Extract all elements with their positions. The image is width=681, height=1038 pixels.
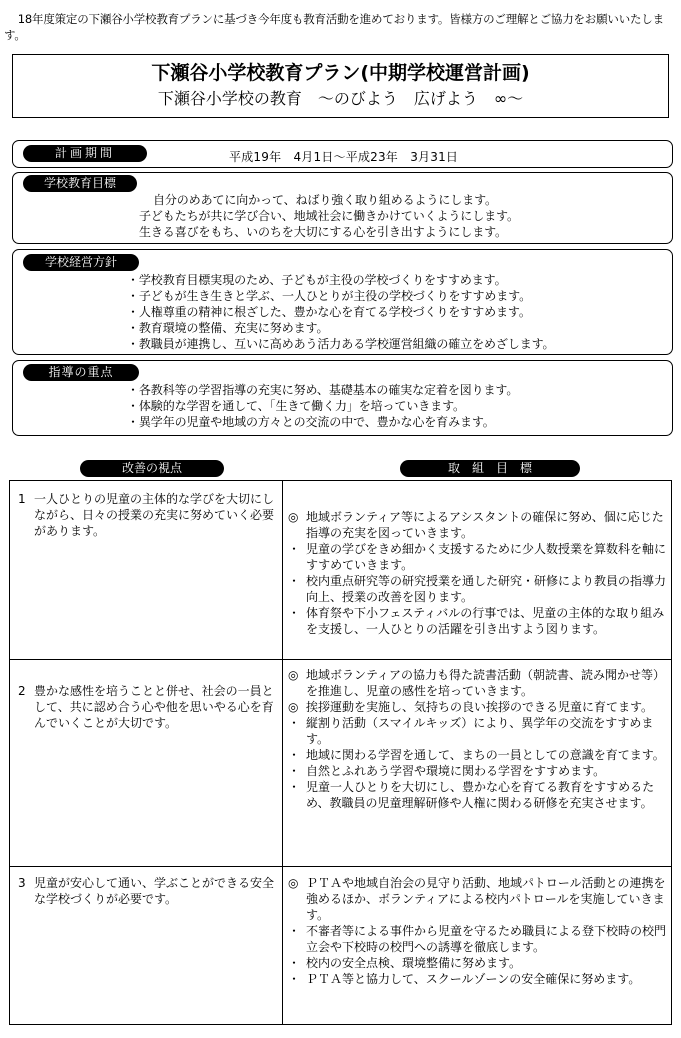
goal-line: 生きる喜びをもち、いのちを大切にする心を引き出すようにします。 xyxy=(139,225,507,239)
goals-panel xyxy=(12,172,673,244)
bullet-mark: ・ xyxy=(288,972,301,986)
bullet-mark: ・ xyxy=(288,956,301,970)
row-divider xyxy=(10,659,671,660)
bullet-mark: ・ xyxy=(288,780,301,794)
list-item xyxy=(288,875,668,923)
item-text: 自然とふれあう学習や環境に関わる学習をすすめます。 xyxy=(306,764,606,778)
item-text: 校内重点研究等の研究授業を通した研究・研修により教員の指導力向上、授業の改善を図ります。 xyxy=(306,574,667,604)
list-item xyxy=(288,509,668,541)
page-title: 下瀬谷小学校教育プラン(中期学校運営計画) xyxy=(151,62,530,84)
focus-line: ・異学年の児童や地域の方々との交流の中で、豊かな心を育みます。 xyxy=(127,415,495,429)
goal-line: 自分のめあてに向かって、ねばり強く取り組めるようにします。 xyxy=(153,193,497,207)
bullet-mark: ・ xyxy=(288,764,301,778)
bullet-mark: ・ xyxy=(288,924,301,938)
focus-label: 指導の重点 xyxy=(23,364,139,381)
policy-line: ・子どもが生き生きと学ぶ、一人ひとりが主役の学校づくりをすすめます。 xyxy=(127,289,532,303)
row-divider xyxy=(10,866,671,867)
item-text: 校内の安全点検、環境整備に努めます。 xyxy=(306,956,522,970)
intro-text: 18年度策定の下瀬谷小学校教育プランに基づき今年度も教育活動を進めております。皆様方のご理解とご協力をお願いいたします。 xyxy=(4,12,664,42)
viewpoint-text: 一人ひとりの児童の主体的な学びを大切にしながら、日々の授業の充実に努めていく必要があります。 xyxy=(34,492,275,538)
item-text: 挨拶運動を実施し、気持ちの良い挨拶のできる児童に育てます。 xyxy=(306,700,654,714)
row-number: 2 xyxy=(18,684,26,698)
item-text: 不審者等による事件から児童を守るため職員による登下校時の校門立会や下校時の校門への誘導を徹底します。 xyxy=(306,924,667,954)
viewpoint-cell xyxy=(16,683,278,731)
list-item xyxy=(288,667,668,699)
policy-line: ・教職員が連携し、互いに高めあう活力ある学校運営組織の確立をめざします。 xyxy=(127,337,555,351)
list-item xyxy=(288,573,668,605)
bullet-mark: ◎ xyxy=(288,700,299,714)
focus-panel xyxy=(12,360,673,436)
list-item xyxy=(288,923,668,955)
list-item xyxy=(288,763,668,779)
viewpoint-text: 児童が安心して通い、学ぶことができる安全な学校づくりが必要です。 xyxy=(34,876,275,906)
list-item xyxy=(288,605,668,637)
bullet-mark: ◎ xyxy=(288,510,299,524)
item-text: 体育祭や下小フェスティバルの行事では、児童の主体的な取り組みを支援し、一人ひとりの活躍を引き出すよう図ります。 xyxy=(306,606,665,636)
goals-label: 学校教育目標 xyxy=(23,175,137,192)
list-item xyxy=(288,955,668,971)
policy-lines xyxy=(127,272,554,352)
goals-header: 取 組 目 標 xyxy=(400,460,580,477)
list-item xyxy=(288,715,668,747)
bullet-mark: ◎ xyxy=(288,668,299,682)
item-text: ＰＴＡや地域自治会の見守り活動、地域パトロール活動との連携を強めるほか、ボランティアによる校内パトロールを実施していきます。 xyxy=(306,876,666,922)
bullet-mark: ・ xyxy=(288,606,301,620)
bullet-mark: ・ xyxy=(288,716,301,730)
list-item xyxy=(288,779,668,811)
period-label: 計画期間 xyxy=(23,145,147,162)
bullet-mark: ・ xyxy=(288,574,301,588)
bullet-mark: ・ xyxy=(288,542,301,556)
item-text: 地域に関わる学習を通して、まちの一員としての意識を育てます。 xyxy=(306,748,665,762)
goals-cell xyxy=(288,509,668,637)
focus-line: ・体験的な学習を通して、「生きて働く力」を培っていきます。 xyxy=(127,399,465,413)
plan-table xyxy=(9,480,672,1025)
row-number: 3 xyxy=(18,876,26,890)
viewpoint-cell xyxy=(16,491,278,539)
policy-line: ・教育環境の整備、充実に努めます。 xyxy=(127,321,329,335)
title-box xyxy=(12,54,669,118)
policy-line: ・学校教育目標実現のため、子どもが主役の学校づくりをすすめます。 xyxy=(127,273,507,287)
bullet-mark: ・ xyxy=(288,748,301,762)
item-text: 地域ボランティアの協力も得た読書活動（朝読書、読み聞かせ等）を推進し、児童の感性を培っていきます。 xyxy=(306,668,666,698)
goal-line: 子どもたちが共に学び合い、地域社会に働きかけていくようにします。 xyxy=(139,209,519,223)
table-row xyxy=(16,683,278,731)
item-text: 児童一人ひとりを大切にし、豊かな心を育てる教育をすすめるため、教職員の児童理解研修や人権に関わる研修を充実させます。 xyxy=(306,780,655,810)
row-number: 1 xyxy=(18,492,26,506)
period-panel xyxy=(12,140,673,168)
focus-lines xyxy=(127,382,518,430)
bullet-mark: ◎ xyxy=(288,876,299,890)
column-divider xyxy=(282,481,283,1024)
period-text: 平成19年 4月1日～平成23年 3月31日 xyxy=(229,150,459,164)
viewpoint-cell xyxy=(16,875,278,907)
item-text: 児童の学びをきめ細かく支援するために少人数授業を算数科を軸にすすめていきます。 xyxy=(306,542,667,572)
list-item xyxy=(288,541,668,573)
goals-cell xyxy=(288,875,668,987)
policy-panel xyxy=(12,249,673,355)
item-text: 地域ボランティア等によるアシスタントの確保に努め、個に応じた指導の充実を図っていきます。 xyxy=(306,510,664,540)
table-row xyxy=(16,875,278,907)
goals-cell xyxy=(288,667,668,811)
list-item xyxy=(288,699,668,715)
goals-lines xyxy=(139,192,519,240)
list-item xyxy=(288,747,668,763)
viewpoint-text: 豊かな感性を培うことと併せ、社会の一員として、共に認め合う心や他を思いやる心を育んでいくことが大切です。 xyxy=(34,684,274,730)
item-text: ＰＴＡ等と協力して、スクールゾーンの安全確保に努めます。 xyxy=(306,972,641,986)
policy-line: ・人権尊重の精神に根ざした、豊かな心を育てる学校づくりをすすめます。 xyxy=(127,305,531,319)
list-item xyxy=(288,971,668,987)
item-text: 縦割り活動（スマイルキッズ）により、異学年の交流をすすめます。 xyxy=(306,716,654,746)
policy-label: 学校経営方針 xyxy=(23,254,139,271)
table-row xyxy=(16,491,278,539)
page-subtitle: 下瀬谷小学校の教育 ～のびよう 広げよう ∞～ xyxy=(157,89,524,108)
viewpoint-header: 改善の視点 xyxy=(80,460,224,477)
focus-line: ・各教科等の学習指導の充実に努め、基礎基本の確実な定着を図ります。 xyxy=(127,383,519,397)
